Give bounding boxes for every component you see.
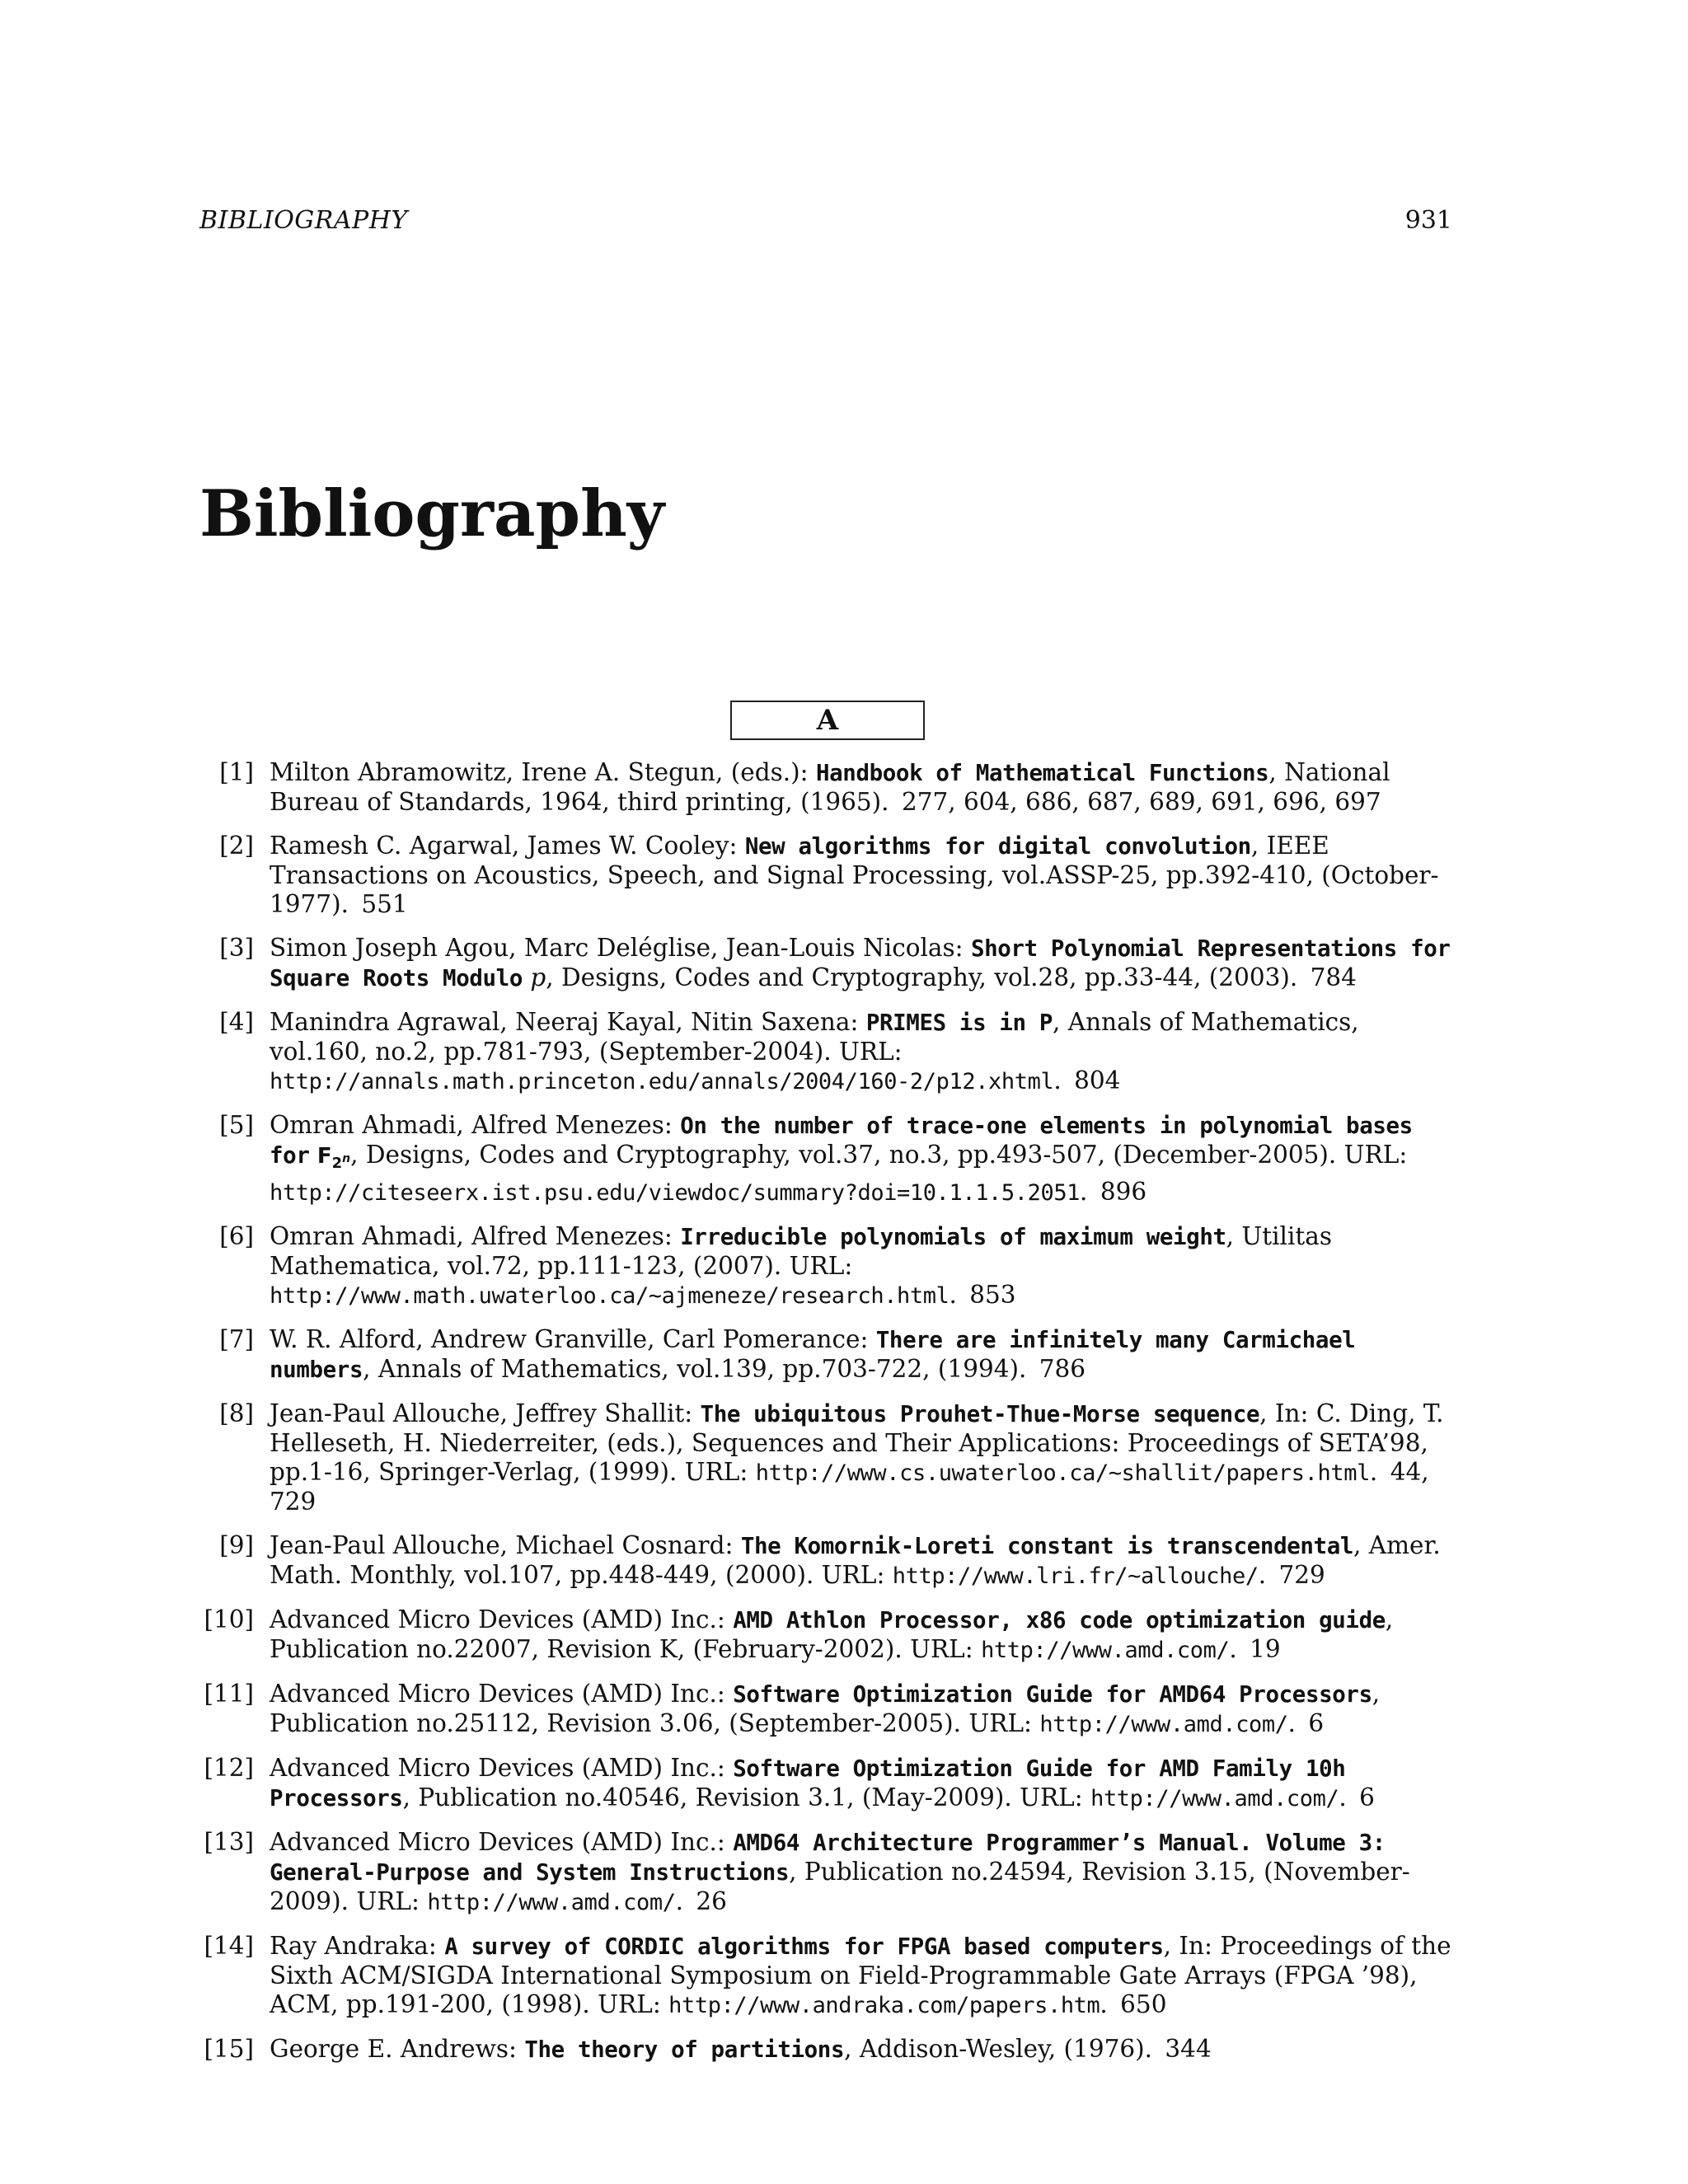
bib-entry: [0, 2035, 1456, 2064]
finite-field-symbol: [316, 1144, 351, 1173]
running-head-section: BIBLIOGRAPHY: [199, 206, 408, 235]
bib-entry-authors: Simon Joseph Agou, Marc Deléglise, Jean-Louis Nicolas:: [270, 934, 971, 962]
bib-entry-number: [5]: [219, 1111, 254, 1139]
bib-entry-backrefs: 551: [361, 890, 408, 918]
bib-entry-details: , Addison-Wesley, (1976).: [844, 2035, 1160, 2064]
bibliography-list: [0, 758, 1688, 2079]
bib-entry-math: p: [530, 963, 546, 991]
bib-entry-title: On the number of trace-one elements in polynomial bases for: [270, 1113, 1413, 1169]
bib-entry-title: Irreducible polynomials of maximum weight: [680, 1224, 1226, 1251]
field-subscript: 2n: [331, 1152, 351, 1173]
bib-entry: [0, 758, 1456, 817]
bib-entry-details: , In: Proceedings of the Sixth ACM/SIGDA International Symposium on Field-Programmable Gate Arrays (FPGA ’98), ACM, pp.191-200, (1998). URL:: [270, 1932, 1451, 2019]
bib-entry-number: [1]: [219, 758, 254, 786]
bib-entry-title: The theory of partitions: [524, 2036, 845, 2064]
bib-entry-number: [2]: [219, 832, 254, 860]
bib-entry: [8] Jean-Paul Allouche, Jeffrey Shallit: The ubiquitous Prouhet-Thue-Morse sequence, In: C. Ding, T. Helleseth, H. Niederreiter, (eds.), Sequences and Their Applications: Proceedings of SETA’98, pp.1-16, Springer-Verlag, (1999). URL: http://www.cs.uwaterloo.ca/~shallit/papers.html. 44, 729: [0, 1399, 1456, 1516]
bib-entry: [0, 1325, 1456, 1385]
bib-entry-backrefs: 729: [1278, 1561, 1325, 1590]
bib-entry-url: http://www.amd.com/: [1039, 1712, 1288, 1738]
bib-entry-number: [4]: [219, 1008, 254, 1036]
bib-entry: [9] Jean-Paul Allouche, Michael Cosnard: The Komornik-Loreti constant is transcendental, Amer. Math. Monthly, vol.107, pp.448-449, (2000). URL: http://www.lri.fr/~allouche/. 729: [0, 1531, 1456, 1591]
bib-entry-number: [11]: [204, 1680, 254, 1708]
bib-entry: [0, 832, 1456, 919]
bib-entry: [5] Omran Ahmadi, Alfred Menezes: On the number of trace-one elements in polynomial bases for $F_{2^n}$, Designs, Codes and Cryptography, vol.37, no.3, pp.493-507, (December-2005). URL: http://citeseerx.ist.psu.edu/viewdoc/summary?doi=10.1.1.5.2051. 896: [0, 1111, 1456, 1207]
bib-entry-number: [8]: [219, 1399, 254, 1428]
bib-entry: [6] Omran Ahmadi, Alfred Menezes: Irreducible polynomials of maximum weight, Utilitas Mathematica, vol.72, pp.111-123, (2007). URL: http://www.math.uwaterloo.ca/~ajmeneze/research.html. 853: [0, 1222, 1456, 1310]
bib-entry-authors: Ray Andraka:: [270, 1932, 445, 1961]
bib-entry-details: , Publication no.22007, Revision K, (February-2002). URL:: [270, 1605, 1394, 1664]
bib-entry-authors: Advanced Micro Devices (AMD) Inc.:: [270, 1754, 734, 1783]
bib-entry-url: http://www.math.uwaterloo.ca/~ajmeneze/research.html: [270, 1283, 950, 1310]
letter-section-heading: A: [730, 701, 925, 740]
bib-entry-backrefs: 19: [1250, 1635, 1281, 1664]
page-number: 931: [1404, 206, 1452, 235]
bib-entry-number: [7]: [219, 1325, 254, 1354]
bib-entry-details: , Publication no.25112, Revision 3.06, (September-2005). URL:: [270, 1680, 1381, 1738]
bib-entry-authors: Ramesh C. Agarwal, James W. Cooley:: [270, 832, 745, 860]
bib-entry-number: [12]: [204, 1754, 254, 1783]
bib-entry-authors: Advanced Micro Devices (AMD) Inc.:: [270, 1680, 734, 1708]
bib-entry-details: , Publication no.40546, Revision 3.1, (May-2009). URL:: [402, 1783, 1091, 1812]
bib-entry-title: AMD64 Architecture Programmer’s Manual. Volume 3: General-Purpose and System Instructions: [270, 1830, 1386, 1886]
bib-entry-backrefs: 6: [1308, 1709, 1325, 1738]
bib-entry-backrefs: 26: [696, 1887, 727, 1916]
bib-entry-authors: Advanced Micro Devices (AMD) Inc.:: [270, 1605, 734, 1634]
bib-entry-authors: Manindra Agrawal, Neeraj Kayal, Nitin Saxena:: [270, 1008, 866, 1036]
bib-entry: [12] Advanced Micro Devices (AMD) Inc.: Software Optimization Guide for AMD Family 10h Processors, Publication no.40546, Revision 3.1, (May-2009). URL: http://www.amd.com/. 6: [0, 1754, 1456, 1813]
bib-entry-authors: Omran Ahmadi, Alfred Menezes:: [270, 1222, 681, 1251]
bib-entry-details: , Utilitas Mathematica, vol.72, pp.111-123, (2007). URL:: [270, 1222, 1332, 1281]
bib-entry-authors: Advanced Micro Devices (AMD) Inc.:: [270, 1828, 734, 1857]
bib-entry-url: http://www.andraka.com/papers.htm: [668, 1993, 1100, 2019]
bib-entry: [13] Advanced Micro Devices (AMD) Inc.: AMD64 Architecture Programmer’s Manual. Volume 3: General-Purpose and System Instructions, Publication no.24594, Revision 3.15, (November-2009). URL: http://www.amd.com/. 26: [0, 1828, 1456, 1917]
chapter-title: Bibliography: [199, 476, 665, 551]
bib-entry-authors: Milton Abramowitz, Irene A. Stegun, (eds.):: [270, 758, 816, 786]
bib-entry-number: [14]: [204, 1932, 254, 1961]
bib-entry-number: [10]: [204, 1605, 254, 1634]
bib-entry-authors: Jean-Paul Allouche, Jeffrey Shallit:: [270, 1399, 701, 1428]
bib-entry-backrefs: 44, 729: [270, 1458, 1429, 1516]
bib-entry-details: , Designs, Codes and Cryptography, vol.28, pp.33-44, (2003).: [546, 963, 1306, 991]
bib-entry-number: [13]: [204, 1828, 254, 1857]
bib-entry-title: There are infinitely many Carmichael numbers: [270, 1327, 1356, 1384]
bib-entry-details: , In: C. Ding, T. Helleseth, H. Niederreiter, (eds.), Sequences and Their Applications: Proceedings of SETA’98, pp.1-16, Springer-Verlag, (1999). URL:: [270, 1399, 1444, 1487]
bib-entry: [14] Ray Andraka: A survey of CORDIC algorithms for FPGA based computers, In: Proceedings of the Sixth ACM/SIGDA International Symposium on Field-Programmable Gate Arrays (FPGA ’98), ACM, pp.191-200, (1998). URL: http://www.andraka.com/papers.htm. 650: [0, 1932, 1456, 2020]
bib-entry: [10] Advanced Micro Devices (AMD) Inc.: AMD Athlon Processor, x86 code optimization guide, Publication no.22007, Revision K, (February-2002). URL: http://www.amd.com/. 19: [0, 1605, 1456, 1665]
bib-entry: [11] Advanced Micro Devices (AMD) Inc.: Software Optimization Guide for AMD64 Processors, Publication no.25112, Revision 3.06, (September-2005). URL: http://www.amd.com/. 6: [0, 1680, 1456, 1739]
bib-entry-backrefs: 853: [969, 1281, 1016, 1310]
bib-entry-details: , Publication no.24594, Revision 3.15, (November-2009). URL:: [270, 1858, 1410, 1916]
bib-entry-backrefs: 650: [1120, 1990, 1167, 2019]
bib-entry-details: , Amer. Math. Monthly, vol.107, pp.448-449, (2000). URL:: [270, 1531, 1441, 1590]
bib-entry-backrefs: 896: [1100, 1178, 1147, 1207]
bib-entry: [4] Manindra Agrawal, Neeraj Kayal, Nitin Saxena: PRIMES is in P, Annals of Mathematics, vol.160, no.2, pp.781-793, (September-2004). URL: http://annals.math.princeton.edu/annals/2004/160-2/p12.xhtml. 804: [0, 1008, 1456, 1096]
bib-entry-url: http://www.amd.com/: [981, 1638, 1230, 1664]
bib-entry-details: , Designs, Codes and Cryptography, vol.37, no.3, pp.493-507, (December-2005). URL:: [350, 1141, 1408, 1169]
bib-entry-number: [3]: [219, 934, 254, 962]
bib-entry-url: http://www.amd.com/: [1090, 1786, 1339, 1812]
bib-entry-url: http://citeseerx.ist.psu.edu/viewdoc/summary?doi=10.1.1.5.2051: [270, 1180, 1081, 1207]
bib-entry-authors: W. R. Alford, Andrew Granville, Carl Pomerance:: [270, 1325, 876, 1354]
bib-entry-title: AMD Athlon Processor, x86 code optimization guide: [733, 1607, 1386, 1634]
bib-entry-url: http://www.lri.fr/~allouche/: [892, 1563, 1259, 1590]
bib-entry-title: The Komornik-Loreti constant is transcendental: [740, 1533, 1354, 1560]
bib-entry-title: Software Optimization Guide for AMD64 Processors: [733, 1681, 1372, 1708]
bib-entry-title: Short Polynomial Representations for Square Roots Modulo: [270, 935, 1451, 991]
bib-entry-backrefs: 786: [1039, 1355, 1086, 1384]
bib-entry-details: , Annals of Mathematics, vol.160, no.2, pp.781-793, (September-2004). URL:: [270, 1008, 1359, 1066]
bib-entry: [0, 934, 1456, 993]
bib-entry-title: The ubiquitous Prouhet-Thue-Morse sequence: [700, 1401, 1260, 1428]
bib-entry-url: http://annals.math.princeton.edu/annals/2004/160-2/p12.xhtml: [270, 1069, 1054, 1094]
bib-entry-authors: Jean-Paul Allouche, Michael Cosnard:: [270, 1531, 741, 1560]
bib-entry-details: , IEEE Transactions on Acoustics, Speech, and Signal Processing, vol.ASSP-25, pp.392-410, (October-1977).: [270, 832, 1439, 918]
bib-entry-number: [15]: [204, 2035, 254, 2064]
bib-entry-number: [9]: [219, 1531, 254, 1560]
bib-entry-title: PRIMES is in P: [865, 1010, 1053, 1036]
bib-entry-url: http://www.amd.com/: [427, 1890, 676, 1916]
bib-entry-number: [6]: [219, 1222, 254, 1251]
bib-entry-url: http://www.cs.uwaterloo.ca/~shallit/papers.html: [755, 1460, 1370, 1487]
bib-entry-backrefs: 6: [1359, 1783, 1375, 1812]
bib-entry-backrefs: 277, 604, 686, 687, 689, 691, 696, 697: [901, 788, 1381, 816]
bib-entry-title: A survey of CORDIC algorithms for FPGA based computers: [444, 1933, 1164, 1961]
field-exponent: n: [342, 1152, 351, 1166]
bib-entry-details: , Annals of Mathematics, vol.139, pp.703-722, (1994).: [363, 1355, 1034, 1384]
bib-entry-backrefs: 344: [1165, 2035, 1212, 2064]
bib-entry-authors: Omran Ahmadi, Alfred Menezes:: [270, 1111, 681, 1139]
bib-entry-backrefs: 784: [1310, 963, 1357, 991]
bib-entry-backrefs: 804: [1074, 1066, 1121, 1094]
bib-entry-title: Handbook of Mathematical Functions: [815, 760, 1269, 786]
bib-entry-details: , National Bureau of Standards, 1964, third printing, (1965).: [270, 758, 1390, 816]
field-base: F: [316, 1144, 332, 1169]
bib-entry-title: Software Optimization Guide for AMD Family 10h Processors: [270, 1755, 1346, 1812]
running-header: [199, 206, 1452, 239]
bib-entry-title: New algorithms for digital convolution: [744, 833, 1251, 860]
bib-entry-authors: George E. Andrews:: [270, 2035, 525, 2064]
